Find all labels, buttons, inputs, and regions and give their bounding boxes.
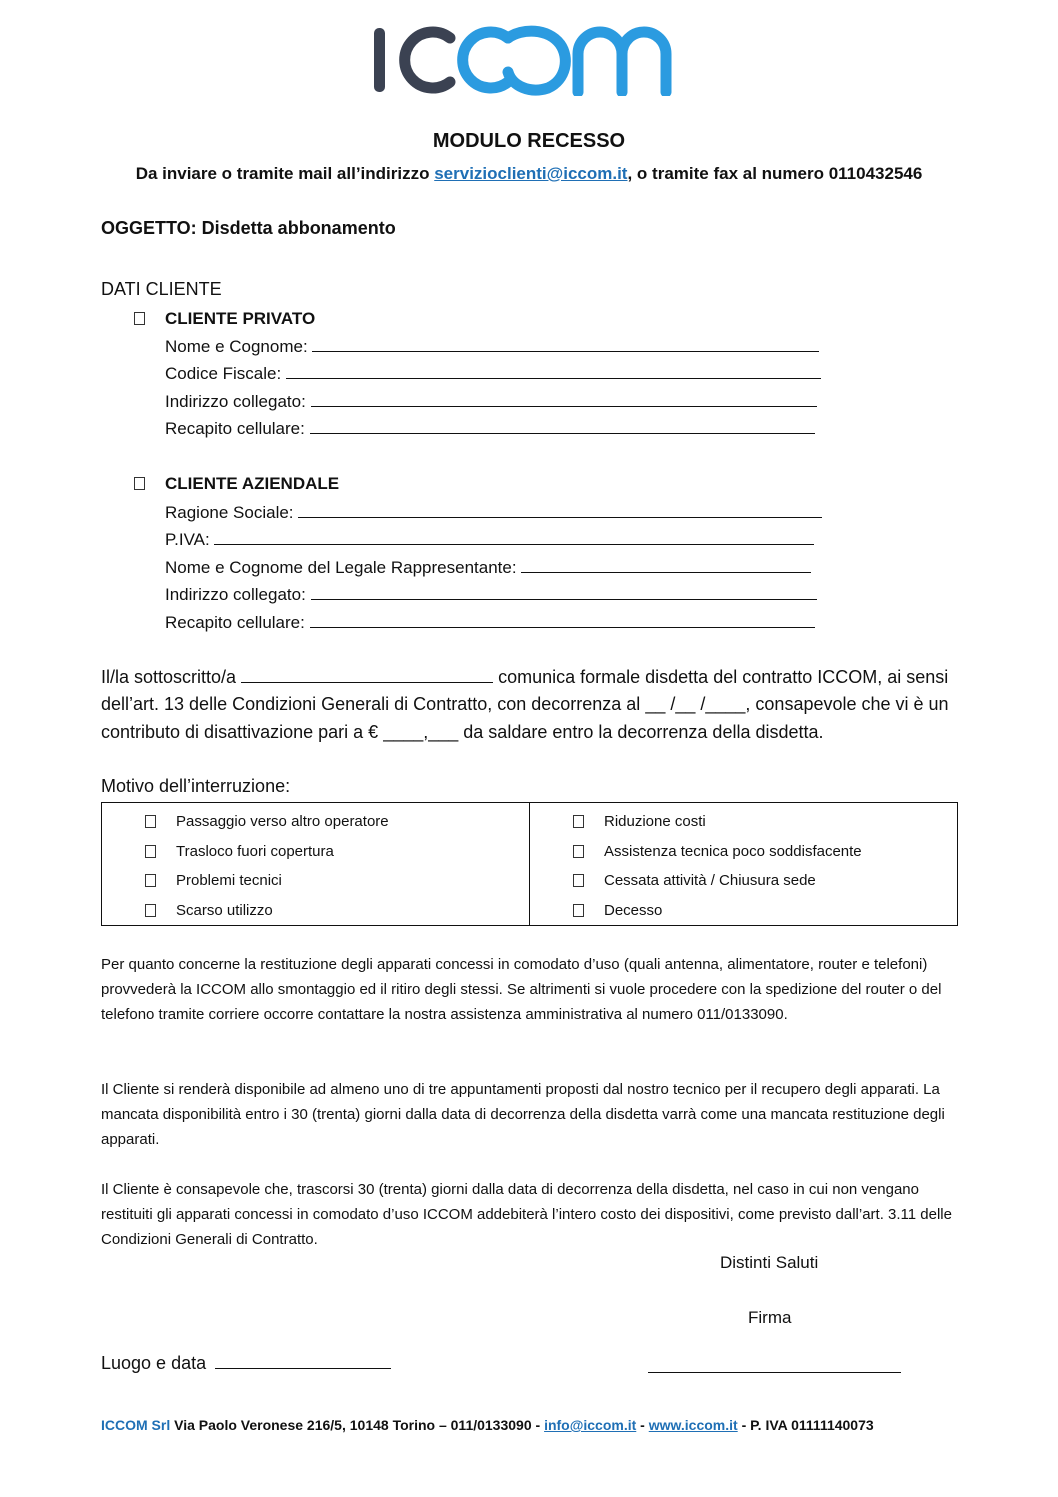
reason-option[interactable]: [102, 837, 529, 867]
logo-letter-o: [508, 31, 565, 90]
reason-label: Scarso utilizzo: [176, 901, 273, 919]
declaration-notice: comunica formale disdetta del contratto ICCOM, ai sensi: [498, 667, 949, 687]
private-name-field[interactable]: [165, 337, 819, 357]
logo-letter-m: [578, 32, 666, 92]
private-fiscal-code-label: Codice Fiscale:: [165, 364, 282, 383]
place-date-line: [215, 1367, 391, 1369]
business-client-label: CLIENTE AZIENDALE: [165, 474, 340, 493]
business-name-label: Ragione Sociale:: [165, 503, 294, 522]
subject-line: OGGETTO: Disdetta abbonamento: [101, 218, 396, 238]
business-representative-label: Nome e Cognome del Legale Rappresentante:: [165, 558, 517, 577]
private-fiscal-code-field[interactable]: [165, 364, 821, 384]
business-address-field[interactable]: [165, 585, 817, 605]
footer-separator: -: [636, 1417, 649, 1433]
logo-letter-c: [405, 32, 450, 88]
private-phone-line: [310, 432, 815, 434]
business-address-line: [311, 598, 817, 600]
client-section-label: DATI CLIENTE: [101, 279, 222, 299]
iccom-logo: [372, 24, 688, 96]
closing-greeting: Distinti Saluti: [720, 1253, 819, 1272]
fee-amount-blank[interactable]: ____,___: [383, 722, 459, 742]
declaration-aware: , consapevole che vi è un: [745, 694, 949, 714]
reason-label: Passaggio verso altro operatore: [176, 813, 389, 831]
business-representative-field[interactable]: [165, 558, 811, 578]
reason-label: Riduzione costi: [604, 813, 706, 831]
private-phone-field[interactable]: [165, 419, 815, 439]
subtitle-suffix: , o tramite fax al numero 0110432546: [627, 164, 923, 183]
signature-label: Firma: [748, 1308, 792, 1327]
declaration-undersigned: Il/la sottoscritto/a: [101, 667, 237, 687]
place-date-field[interactable]: [101, 1353, 391, 1374]
page-subtitle: [0, 164, 1058, 184]
undersigned-name-line[interactable]: [241, 681, 493, 683]
footer: [101, 1417, 874, 1433]
private-phone-label: Recapito cellulare:: [165, 419, 305, 438]
reason-option[interactable]: [102, 896, 529, 926]
declaration-fee: contributo di disattivazione pari a €: [101, 722, 379, 742]
reasons-table: [101, 802, 958, 926]
reason-option[interactable]: [530, 896, 957, 926]
private-address-line: [311, 405, 817, 407]
private-fiscal-code-line: [286, 377, 821, 379]
subtitle-prefix: Da inviare o tramite mail all’indirizzo: [135, 164, 435, 183]
reason-option[interactable]: [530, 807, 957, 837]
footer-address: Via Paolo Veronese 216/5, 10148 Torino – 011/0133090 -: [170, 1417, 545, 1433]
reason-checkbox[interactable]: [145, 904, 156, 917]
business-phone-field[interactable]: [165, 613, 815, 633]
private-name-line: [312, 350, 819, 352]
reasons-right-column: [530, 803, 958, 926]
logo-letter-c2: [463, 32, 508, 88]
reason-checkbox[interactable]: [573, 874, 584, 887]
private-name-label: Nome e Cognome:: [165, 337, 308, 356]
private-address-label: Indirizzo collegato:: [165, 392, 306, 411]
page-title: MODULO RECESSO: [432, 130, 626, 152]
business-name-line: [298, 516, 822, 518]
reason-label: Trasloco fuori copertura: [176, 842, 334, 860]
business-address-label: Indirizzo collegato:: [165, 585, 306, 604]
reason-checkbox[interactable]: [573, 845, 584, 858]
business-phone-label: Recapito cellulare:: [165, 613, 305, 632]
signature-line[interactable]: [648, 1371, 901, 1373]
reason-label: Cessata attività / Chiusura sede: [604, 872, 816, 890]
reason-label: Assistenza tecnica poco soddisfacente: [604, 842, 862, 860]
reason-checkbox[interactable]: [573, 815, 584, 828]
business-vat-line: [214, 543, 814, 545]
reason-label: Problemi tecnici: [176, 872, 282, 890]
private-client-checkbox[interactable]: [134, 312, 145, 325]
reason-option[interactable]: [530, 866, 957, 896]
effective-date-blank[interactable]: __ /__ /____: [645, 694, 746, 714]
private-client-label: CLIENTE PRIVATO: [165, 309, 316, 328]
footer-website-link[interactable]: www.iccom.it: [648, 1417, 738, 1433]
business-vat-field[interactable]: [165, 530, 814, 550]
reason-option[interactable]: [530, 837, 957, 867]
reason-label: Decesso: [604, 901, 663, 919]
declaration-line-3: [101, 722, 824, 743]
footer-email-link[interactable]: info@iccom.it: [544, 1417, 637, 1433]
reason-checkbox[interactable]: [573, 904, 584, 917]
place-date-label: Luogo e data: [101, 1353, 207, 1373]
reason-checkbox[interactable]: [145, 845, 156, 858]
reasons-label: Motivo dell’interruzione:: [101, 776, 291, 796]
declaration-settle: da saldare entro la decorrenza della disdetta.: [463, 722, 824, 742]
reason-option[interactable]: [102, 807, 529, 837]
reasons-left-column: [102, 803, 530, 926]
declaration-line-2: [101, 694, 949, 715]
business-phone-line: [310, 626, 815, 628]
reason-checkbox[interactable]: [145, 815, 156, 828]
reason-option[interactable]: [102, 866, 529, 896]
footer-vat: - P. IVA 01111140073: [737, 1417, 874, 1433]
return-equipment-paragraph: Per quanto concerne la restituzione degli apparati concessi in comodato d’uso (quali antenna, alimentatore, router e telefoni) provvederà la ICCOM allo smontaggio ed il ritiro degli stessi. Se altrimenti si vuole procedere con la spedizione del router o del telefono tramite corriere occorre contattare la nostra assistenza amministrativa al numero 011/0133090.: [101, 956, 942, 1023]
private-address-field[interactable]: [165, 392, 817, 412]
business-name-field[interactable]: [165, 503, 822, 523]
business-representative-line: [521, 571, 811, 573]
business-vat-label: P.IVA:: [165, 530, 210, 549]
appointment-paragraph: Il Cliente si renderà disponibile ad almeno uno di tre appuntamenti proposti dal nostro tecnico per il recupero degli apparati. La mancata disponibilità entro i 30 (trenta) giorni dalla data di decorrenza della disdetta varrà come una mancata restituzione degli apparati.: [101, 1081, 945, 1148]
charges-paragraph: Il Cliente è consapevole che, trascorsi 30 (trenta) giorni dalla data di decorrenza della disdetta, nel caso in cui non vengano restituiti gli apparati concessi in comodato d’uso ICCOM addebiterà l’intero costo dei dispositivi, come previsto dall’art. 3.11 delle Condizioni Generali di Contratto.: [101, 1181, 952, 1248]
footer-company: ICCOM Srl: [101, 1417, 171, 1433]
service-email-link[interactable]: servizioclienti@iccom.it: [434, 164, 628, 183]
declaration-article: dell’art. 13 delle Condizioni Generali di Contratto, con decorrenza al: [101, 694, 641, 714]
reason-checkbox[interactable]: [145, 874, 156, 887]
business-client-checkbox[interactable]: [134, 477, 145, 490]
logo-letter-i: [374, 28, 385, 92]
declaration-line-1: [101, 667, 948, 688]
